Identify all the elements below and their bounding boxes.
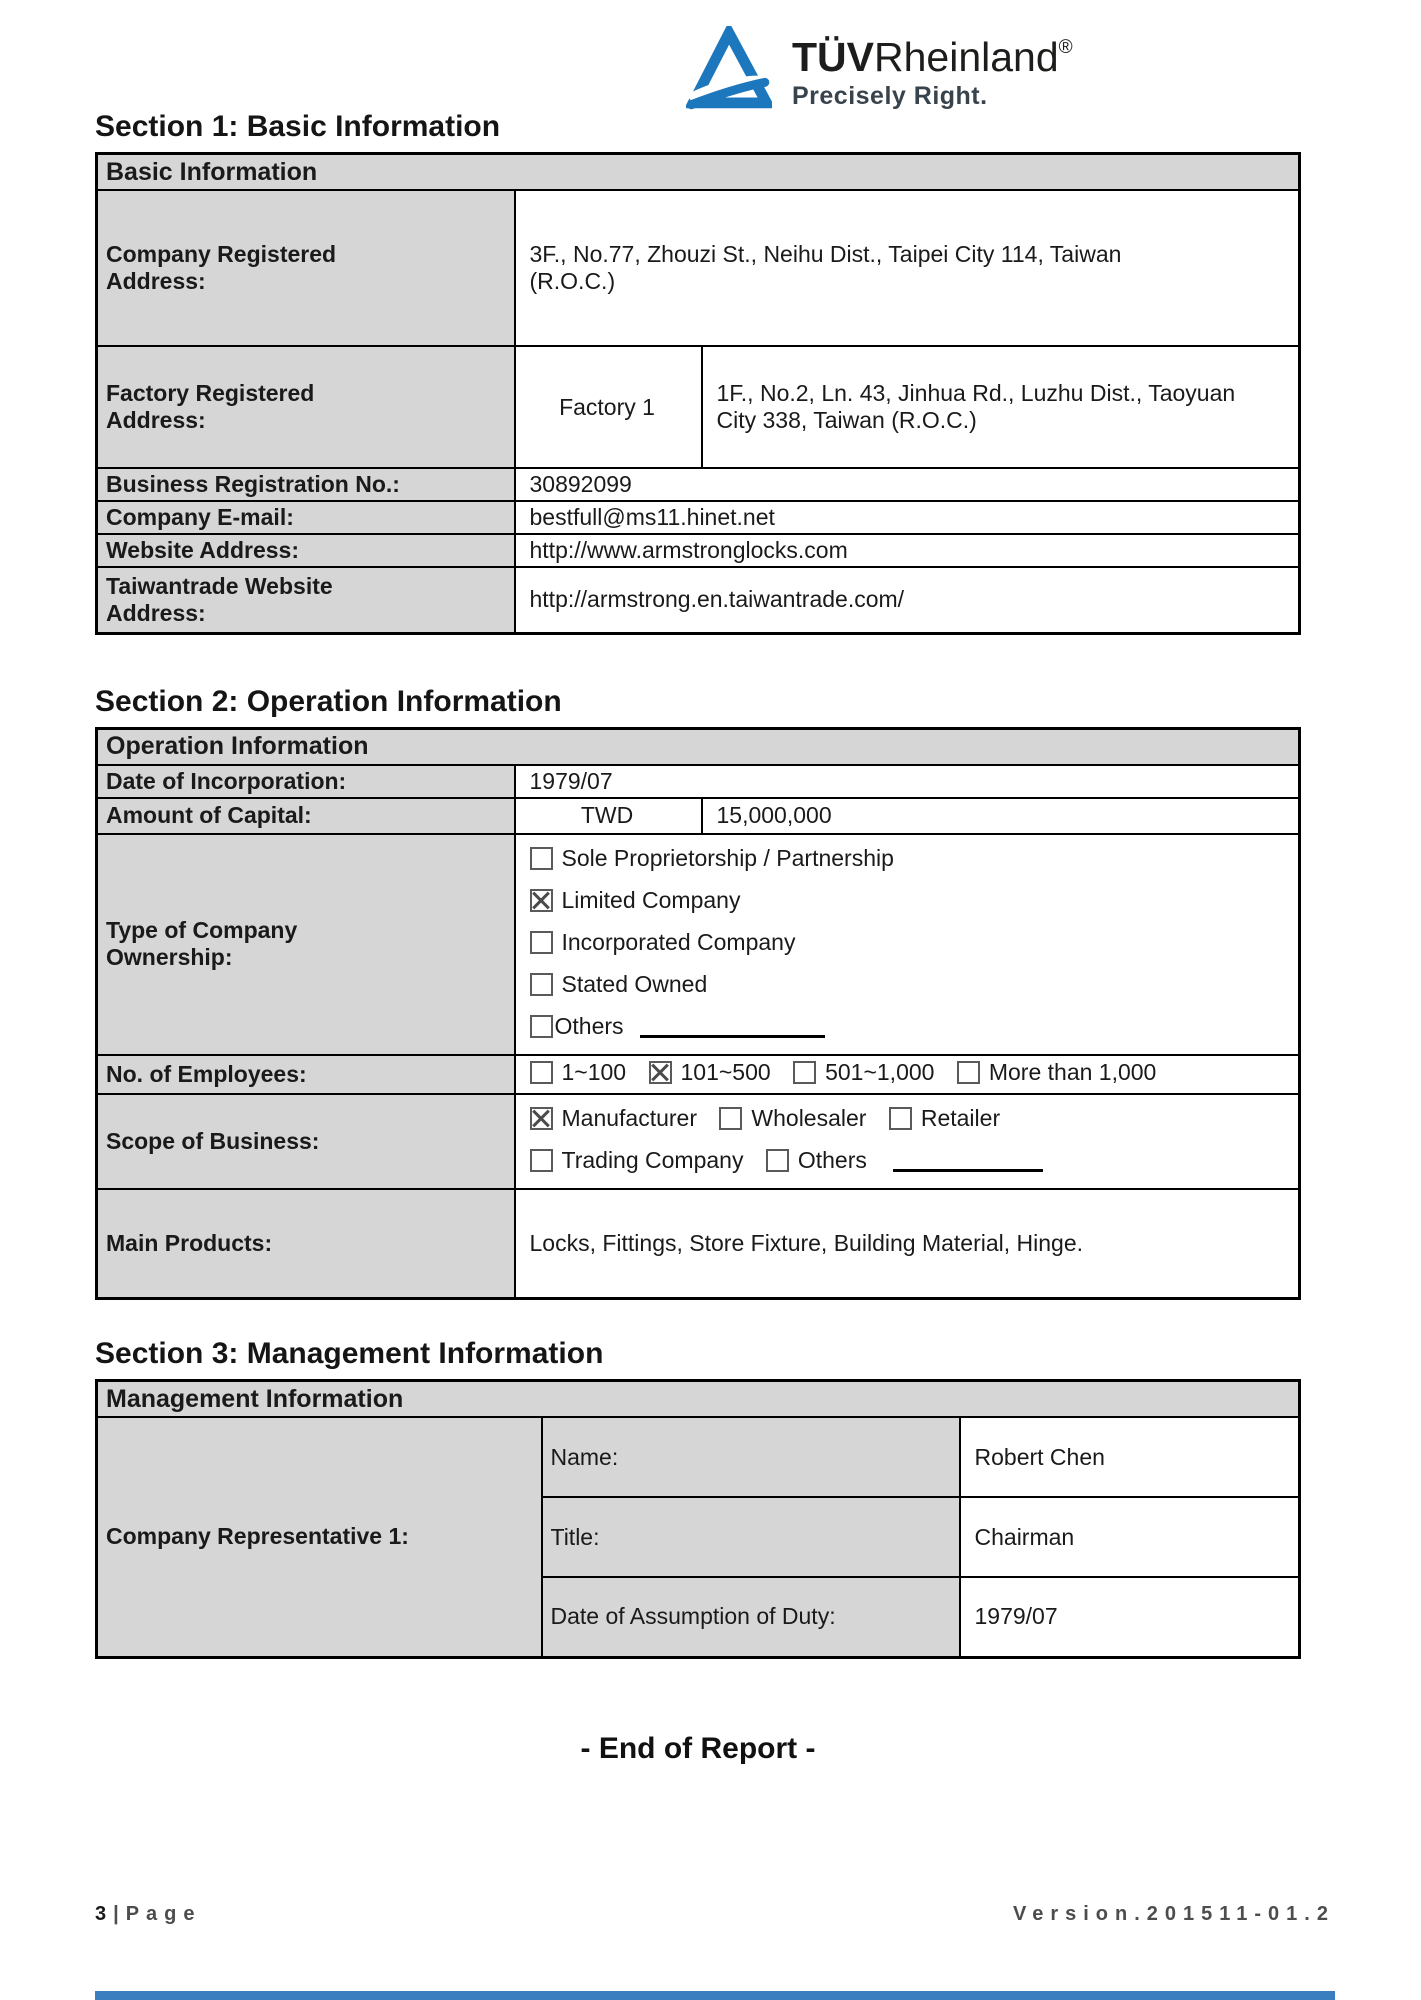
- registered-mark: ®: [1058, 37, 1073, 58]
- checkbox-limited-company: Limited Company: [530, 884, 741, 917]
- checkbox-manufacturer: Manufacturer: [530, 1102, 698, 1135]
- employees-options-cell: [515, 1055, 1300, 1094]
- table-row: [97, 190, 1300, 346]
- scope-label: Scope of Business:: [97, 1094, 515, 1189]
- others-blank-line: [893, 1145, 1043, 1172]
- checkbox-scope-others: Others: [766, 1144, 867, 1177]
- section3-heading: Section 3: Management Information: [95, 1337, 604, 1370]
- logo-tagline: Precisely Right.: [792, 82, 988, 110]
- table-row: [97, 1055, 1300, 1094]
- table-row: [97, 834, 1300, 1055]
- checkbox-icon: [957, 1061, 980, 1084]
- table-row: [97, 1417, 1300, 1497]
- taiwantrade-address-value: http://armstrong.en.taiwantrade.com/: [515, 567, 1300, 633]
- operation-information-table: [95, 727, 1301, 1301]
- checkbox-icon: [530, 1107, 553, 1130]
- end-of-report-text: - End of Report -: [580, 1731, 816, 1765]
- scope-options-cell: [515, 1094, 1300, 1189]
- factory-name: Factory 1: [515, 346, 702, 468]
- checkbox-employees-501-1000: 501~1,000: [793, 1059, 934, 1086]
- checkbox-icon: [766, 1149, 789, 1172]
- checkbox-icon: [530, 1061, 553, 1084]
- representative-name-value: Robert Chen: [960, 1417, 1300, 1497]
- business-registration-value: 30892099: [515, 468, 1300, 501]
- table-header-row: [97, 1381, 1300, 1418]
- checkbox-icon: [530, 973, 553, 996]
- factory-address-value: 1F., No.2, Ln. 43, Jinhua Rd., Luzhu Dist., Taoyuan City 338, Taiwan (R.O.C.): [702, 346, 1300, 468]
- table-row: [97, 468, 1300, 501]
- checkbox-icon: [889, 1107, 912, 1130]
- representative-duty-date-value: 1979/07: [960, 1577, 1300, 1657]
- checkbox-sole-proprietorship: Sole Proprietorship / Partnership: [530, 842, 894, 875]
- factory-address-label: Factory Registered Address:: [97, 346, 515, 468]
- company-email-label: Company E-mail:: [97, 501, 515, 534]
- main-products-value: Locks, Fittings, Store Fixture, Building Material, Hinge.: [515, 1189, 1300, 1299]
- brand-regular: Rheinland: [874, 34, 1059, 80]
- checkbox-icon: [793, 1061, 816, 1084]
- checkbox-employees-more-1000: More than 1,000: [957, 1059, 1157, 1086]
- table-row: [97, 765, 1300, 798]
- capital-currency: TWD: [515, 798, 702, 834]
- checkbox-employees-101-500: 101~500: [649, 1059, 771, 1086]
- capital-value: 15,000,000: [702, 798, 1300, 834]
- basic-information-table-title: Basic Information: [97, 154, 1300, 191]
- taiwantrade-address-label: Taiwantrade Website Address:: [97, 567, 515, 633]
- tuv-logo: [686, 26, 1073, 111]
- checkbox-ownership-others: Others: [530, 1010, 624, 1043]
- representative-title-value: Chairman: [960, 1497, 1300, 1577]
- incorporation-value: 1979/07: [515, 765, 1300, 798]
- footer-page-indicator: [95, 1903, 202, 1926]
- ownership-label: Type of Company Ownership:: [97, 834, 515, 1055]
- checkbox-icon: [530, 931, 553, 954]
- table-row: [97, 501, 1300, 534]
- representative-name-label: Name:: [542, 1417, 960, 1497]
- incorporation-label: Date of Incorporation:: [97, 765, 515, 798]
- checkbox-incorporated-company: Incorporated Company: [530, 926, 796, 959]
- checkbox-icon: [719, 1107, 742, 1130]
- company-email-value: bestfull@ms11.hinet.net: [515, 501, 1300, 534]
- checkbox-employees-1-100: 1~100: [530, 1059, 627, 1086]
- checkbox-icon: [530, 889, 553, 912]
- management-information-table: [95, 1379, 1301, 1659]
- footer-version: Version.201511-01.2: [1012, 1903, 1335, 1925]
- employees-label: No. of Employees:: [97, 1055, 515, 1094]
- capital-label: Amount of Capital:: [97, 798, 515, 834]
- section1-heading: Section 1: Basic Information: [95, 110, 501, 143]
- checkbox-stated-owned: Stated Owned: [530, 968, 708, 1001]
- tuv-triangle-logo-icon: [686, 26, 772, 110]
- page-word: |Page: [113, 1903, 202, 1925]
- table-row: [97, 567, 1300, 633]
- company-address-label: Company Registered Address:: [97, 190, 515, 346]
- checkbox-icon: [530, 847, 553, 870]
- brand-text: [792, 26, 1073, 79]
- page-number: 3: [95, 1903, 114, 1925]
- main-products-label: Main Products:: [97, 1189, 515, 1299]
- website-address-label: Website Address:: [97, 534, 515, 567]
- checkbox-icon: [530, 1015, 553, 1038]
- basic-information-table: [95, 152, 1301, 635]
- checkbox-retailer: Retailer: [889, 1102, 1000, 1135]
- others-blank-line: [640, 1011, 825, 1038]
- business-registration-label: Business Registration No.:: [97, 468, 515, 501]
- representative-title-label: Title:: [542, 1497, 960, 1577]
- table-row: [97, 798, 1300, 834]
- footer-accent-bar: [95, 1991, 1335, 2000]
- representative-label: Company Representative 1:: [97, 1417, 542, 1657]
- company-address-value: 3F., No.77, Zhouzi St., Neihu Dist., Taipei City 114, Taiwan (R.O.C.): [515, 190, 1300, 346]
- table-header-row: [97, 154, 1300, 191]
- page-footer: [95, 1903, 1335, 1926]
- operation-information-table-title: Operation Information: [97, 728, 1300, 765]
- table-row: [97, 534, 1300, 567]
- table-row: [97, 1094, 1300, 1189]
- logo-text-block: [792, 26, 1073, 111]
- representative-duty-date-label: Date of Assumption of Duty:: [542, 1577, 960, 1657]
- table-row: [97, 346, 1300, 468]
- table-header-row: [97, 728, 1300, 765]
- checkbox-icon: [530, 1149, 553, 1172]
- brand-bold: TÜV: [792, 34, 874, 80]
- management-information-table-title: Management Information: [97, 1381, 1300, 1418]
- section2-heading: Section 2: Operation Information: [95, 684, 562, 718]
- table-row: [97, 1189, 1300, 1299]
- website-address-value: http://www.armstronglocks.com: [515, 534, 1300, 567]
- checkbox-trading-company: Trading Company: [530, 1144, 744, 1177]
- checkbox-icon: [649, 1061, 672, 1084]
- checkbox-wholesaler: Wholesaler: [719, 1102, 866, 1135]
- ownership-options-cell: [515, 834, 1300, 1055]
